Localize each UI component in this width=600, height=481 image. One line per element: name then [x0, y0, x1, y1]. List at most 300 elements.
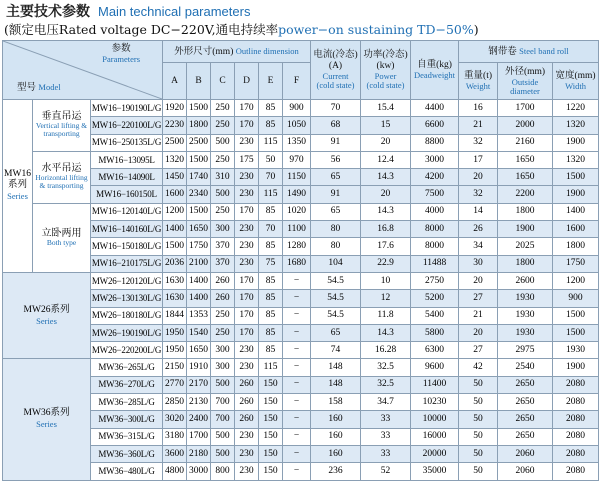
dim-c: C	[211, 63, 235, 100]
value-cell: 104	[311, 255, 361, 272]
value-cell: 310	[211, 169, 235, 186]
value-cell: 20	[459, 272, 498, 289]
value-cell: 1930	[498, 324, 553, 341]
value-cell: 1400	[187, 272, 211, 289]
value-cell: 2060	[498, 463, 553, 480]
header-power	[361, 41, 411, 100]
value-cell: 1320	[163, 151, 187, 168]
value-cell: 20000	[411, 445, 459, 462]
table-row	[3, 221, 599, 238]
model-label-cn: 型号	[17, 83, 37, 93]
model-cell: MW16−13095L	[91, 151, 163, 168]
value-cell: 33	[361, 445, 411, 462]
value-cell: 2080	[553, 376, 599, 393]
table-row	[3, 203, 599, 220]
model-cell: MW26−130130L/G	[91, 290, 163, 307]
table-row	[3, 324, 599, 341]
model-cell: MW26−120120L/G	[91, 272, 163, 289]
value-cell: 370	[211, 238, 235, 255]
header-roll-od	[498, 63, 553, 100]
parameter-table	[2, 40, 599, 481]
value-cell: 1350	[283, 134, 311, 151]
value-cell: 2025	[498, 238, 553, 255]
value-cell: 2750	[411, 272, 459, 289]
table-row	[3, 428, 599, 445]
value-cell: 150	[259, 428, 283, 445]
roll-od-cn: 外径(mm)	[504, 66, 546, 77]
weight-label-cn: 自重(kg)	[417, 60, 452, 70]
table-row	[3, 100, 599, 117]
value-cell: 21	[459, 117, 498, 134]
value-cell: 52	[361, 463, 411, 480]
value-cell: 1900	[553, 186, 599, 203]
value-cell: 1800	[553, 238, 599, 255]
model-cell: MW26−190190L/G	[91, 324, 163, 341]
value-cell: 2080	[553, 411, 599, 428]
value-cell: 230	[235, 238, 259, 255]
group-vertical	[33, 100, 91, 152]
value-cell: 1800	[187, 117, 211, 134]
value-cell: 300	[211, 342, 235, 359]
dim-f: F	[283, 63, 311, 100]
value-cell: 1650	[187, 221, 211, 238]
value-cell: 260	[211, 272, 235, 289]
value-cell: 91	[311, 186, 361, 203]
value-cell: 1500	[187, 151, 211, 168]
value-cell: 230	[235, 221, 259, 238]
value-cell: 1400	[163, 221, 187, 238]
value-cell: 65	[311, 169, 361, 186]
value-cell: 2540	[498, 359, 553, 376]
roll-weight-en: Weight	[465, 81, 491, 91]
model-cell: MW16−210175L/G	[91, 255, 163, 272]
value-cell: 2160	[498, 134, 553, 151]
value-cell: 250	[211, 307, 235, 324]
value-cell: 230	[235, 445, 259, 462]
value-cell: 250	[211, 100, 235, 117]
value-cell: 34	[459, 238, 498, 255]
value-cell: 500	[211, 445, 235, 462]
value-cell: 20	[459, 324, 498, 341]
value-cell: 1630	[163, 290, 187, 307]
value-cell: 65	[311, 203, 361, 220]
value-cell: 230	[235, 169, 259, 186]
value-cell: 250	[211, 151, 235, 168]
value-cell: 1200	[163, 203, 187, 220]
value-cell: 115	[259, 134, 283, 151]
weight-label-en: Deadweight	[413, 70, 456, 80]
value-cell: 3600	[163, 445, 187, 462]
table-row	[3, 359, 599, 376]
series-mw26-cn: MW26系列	[23, 304, 70, 315]
group-both	[33, 203, 91, 272]
value-cell: −	[283, 324, 311, 341]
value-cell: 500	[211, 376, 235, 393]
value-cell: 4800	[163, 463, 187, 480]
value-cell: 148	[311, 376, 361, 393]
group-both-cn: 立卧两用	[41, 227, 82, 239]
dim-a: A	[163, 63, 187, 100]
value-cell: 2150	[163, 359, 187, 376]
value-cell: 33	[361, 411, 411, 428]
value-cell: 3020	[163, 411, 187, 428]
value-cell: 16	[459, 100, 498, 117]
value-cell: 1800	[498, 255, 553, 272]
value-cell: 80	[311, 238, 361, 255]
subtitle-prefix: (额定电压Rated voltage DC−220V,通电持续率	[4, 22, 279, 37]
value-cell: 3000	[411, 151, 459, 168]
value-cell: 85	[259, 290, 283, 307]
model-cell: MW36−300L/G	[91, 411, 163, 428]
value-cell: 85	[259, 100, 283, 117]
group-horizontal-cn: 水平吊运	[41, 163, 82, 175]
power-label-en: Power	[374, 71, 397, 81]
value-cell: 1700	[498, 100, 553, 117]
value-cell: 500	[211, 134, 235, 151]
value-cell: 54.5	[311, 290, 361, 307]
value-cell: 50	[459, 411, 498, 428]
value-cell: 14.3	[361, 169, 411, 186]
value-cell: 158	[311, 394, 361, 411]
value-cell: 2000	[498, 117, 553, 134]
value-cell: 1800	[498, 203, 553, 220]
value-cell: 1750	[187, 238, 211, 255]
value-cell: 1920	[163, 100, 187, 117]
value-cell: 2080	[553, 394, 599, 411]
value-cell: 8000	[411, 238, 459, 255]
value-cell: −	[283, 272, 311, 289]
value-cell: 16000	[411, 428, 459, 445]
model-cell: MW36−270L/G	[91, 376, 163, 393]
dim-label-en: Outline dimension	[235, 45, 299, 56]
model-cell: MW36−315L/G	[91, 428, 163, 445]
power-label-cn: 功率(冷态)	[363, 50, 408, 60]
value-cell: 1400	[187, 290, 211, 307]
value-cell: 160	[311, 428, 361, 445]
value-cell: 148	[311, 359, 361, 376]
series-mw16-name: MW16	[4, 169, 31, 180]
value-cell: 2500	[163, 134, 187, 151]
value-cell: 170	[235, 100, 259, 117]
table-row	[3, 290, 599, 307]
dim-e: E	[259, 63, 283, 100]
value-cell: 260	[235, 376, 259, 393]
table-row	[3, 151, 599, 168]
model-cell: MW36−285L/G	[91, 394, 163, 411]
value-cell: 85	[259, 117, 283, 134]
value-cell: 91	[311, 134, 361, 151]
value-cell: 1500	[187, 203, 211, 220]
value-cell: 3180	[163, 428, 187, 445]
value-cell: 4400	[411, 100, 459, 117]
current-label-en-2: (cold state)	[316, 80, 355, 90]
value-cell: 2130	[187, 394, 211, 411]
value-cell: 1930	[553, 342, 599, 359]
model-cell: MW26−220200L/G	[91, 342, 163, 359]
value-cell: −	[283, 445, 311, 462]
value-cell: 1500	[187, 100, 211, 117]
value-cell: 160	[311, 411, 361, 428]
value-cell: 27	[459, 290, 498, 307]
subtitle-suffix: )	[473, 22, 479, 37]
value-cell: −	[283, 307, 311, 324]
table-row	[3, 342, 599, 359]
value-cell: 21	[459, 307, 498, 324]
value-cell: 54.5	[311, 307, 361, 324]
params-label-cn: 参数	[111, 44, 131, 54]
value-cell: 230	[235, 255, 259, 272]
series-mw36-en: Series	[36, 419, 57, 430]
series-mw26	[3, 272, 91, 358]
value-cell: 900	[553, 290, 599, 307]
value-cell: 170	[235, 272, 259, 289]
value-cell: 65	[311, 324, 361, 341]
value-cell: −	[283, 411, 311, 428]
title-en: Main technical parameters	[98, 4, 251, 19]
value-cell: 4200	[411, 169, 459, 186]
roll-width-cn: 宽度(mm)	[555, 71, 596, 81]
dim-label-cn: 外形尺寸(mm)	[174, 46, 234, 57]
value-cell: 15	[361, 117, 411, 134]
roll-width-en: Width	[565, 81, 586, 91]
value-cell: 260	[235, 411, 259, 428]
params-label-en: Parameters	[102, 54, 141, 64]
model-label-en: Model	[38, 82, 61, 92]
value-cell: 1950	[163, 324, 187, 341]
power-label-en-2: (cold state)	[366, 80, 405, 90]
value-cell: 2060	[498, 445, 553, 462]
value-cell: 1150	[283, 169, 311, 186]
group-vertical-en: Vertical lifting & transporting	[35, 121, 88, 139]
table-row	[3, 463, 599, 480]
value-cell: 10	[361, 272, 411, 289]
value-cell: 1900	[553, 134, 599, 151]
value-cell: 250	[211, 117, 235, 134]
value-cell: 260	[211, 290, 235, 307]
table-row	[3, 134, 599, 151]
header-dimension	[163, 41, 311, 63]
value-cell: 2400	[187, 411, 211, 428]
value-cell: 230	[235, 134, 259, 151]
value-cell: 2770	[163, 376, 187, 393]
dim-b: B	[187, 63, 211, 100]
value-cell: −	[283, 376, 311, 393]
header-roll-weight	[459, 63, 498, 100]
value-cell: 4000	[411, 203, 459, 220]
value-cell: 1930	[498, 307, 553, 324]
header-corner	[3, 41, 163, 100]
value-cell: 175	[235, 151, 259, 168]
value-cell: −	[283, 342, 311, 359]
value-cell: 1320	[553, 151, 599, 168]
value-cell: 2200	[498, 186, 553, 203]
value-cell: 1500	[553, 307, 599, 324]
value-cell: 33	[361, 428, 411, 445]
value-cell: 2080	[553, 463, 599, 480]
power-unit: (kw)	[376, 61, 395, 71]
value-cell: 2600	[498, 272, 553, 289]
value-cell: 32.5	[361, 359, 411, 376]
value-cell: 9600	[411, 359, 459, 376]
value-cell: 1900	[498, 221, 553, 238]
current-label-en: Current	[322, 71, 349, 81]
value-cell: 2340	[187, 186, 211, 203]
params-label	[102, 44, 140, 64]
value-cell: 2180	[187, 445, 211, 462]
model-cell: MW16−120140L/G	[91, 203, 163, 220]
value-cell: −	[283, 463, 311, 480]
value-cell: 26	[459, 221, 498, 238]
value-cell: 75	[259, 255, 283, 272]
value-cell: 115	[259, 186, 283, 203]
value-cell: 20	[361, 186, 411, 203]
table-row	[3, 169, 599, 186]
value-cell: 85	[259, 307, 283, 324]
value-cell: 8000	[411, 221, 459, 238]
series-mw16	[3, 100, 33, 273]
model-cell: MW36−480L/G	[91, 463, 163, 480]
roll-label-cn: 钢带卷	[488, 46, 517, 57]
value-cell: 70	[259, 169, 283, 186]
value-cell: 2650	[498, 411, 553, 428]
value-cell: 230	[235, 463, 259, 480]
value-cell: 1650	[498, 169, 553, 186]
value-cell: 17	[459, 151, 498, 168]
subtitle	[4, 21, 479, 39]
current-label-cn: 电流(冷态)	[313, 50, 358, 60]
value-cell: 1540	[187, 324, 211, 341]
value-cell: 14	[459, 203, 498, 220]
roll-od-en-2: diameter	[510, 85, 540, 96]
series-mw36-cn: MW36系列	[23, 408, 70, 419]
value-cell: 50	[459, 428, 498, 445]
subtitle-en: power−on sustaining TD−50%	[278, 22, 474, 37]
value-cell: 2650	[498, 428, 553, 445]
value-cell: 32.5	[361, 376, 411, 393]
value-cell: 32	[459, 186, 498, 203]
value-cell: 10000	[411, 411, 459, 428]
value-cell: 370	[211, 255, 235, 272]
value-cell: 15.4	[361, 100, 411, 117]
value-cell: 1950	[163, 342, 187, 359]
value-cell: 42	[459, 359, 498, 376]
value-cell: 14.3	[361, 324, 411, 341]
value-cell: 2170	[187, 376, 211, 393]
value-cell: 2080	[553, 428, 599, 445]
table-row	[3, 255, 599, 272]
value-cell: 236	[311, 463, 361, 480]
table-row	[3, 394, 599, 411]
model-cell: MW16−150180L/G	[91, 238, 163, 255]
value-cell: 20	[459, 169, 498, 186]
value-cell: 1500	[553, 169, 599, 186]
value-cell: 30	[459, 255, 498, 272]
value-cell: 1700	[187, 428, 211, 445]
value-cell: 2650	[498, 376, 553, 393]
title-cn: 主要技术参数	[6, 4, 90, 20]
value-cell: 35000	[411, 463, 459, 480]
header-current	[311, 41, 361, 100]
value-cell: 2100	[187, 255, 211, 272]
value-cell: 20	[361, 134, 411, 151]
value-cell: 12	[361, 290, 411, 307]
value-cell: 2650	[498, 394, 553, 411]
value-cell: 6300	[411, 342, 459, 359]
header-weight	[411, 41, 459, 100]
value-cell: 68	[311, 117, 361, 134]
value-cell: 150	[259, 411, 283, 428]
value-cell: 1600	[553, 221, 599, 238]
value-cell: 1220	[553, 100, 599, 117]
value-cell: 1200	[553, 272, 599, 289]
value-cell: 54.5	[311, 272, 361, 289]
value-cell: −	[283, 290, 311, 307]
value-cell: 50	[459, 376, 498, 393]
value-cell: 6600	[411, 117, 459, 134]
value-cell: 85	[259, 272, 283, 289]
value-cell: 1750	[553, 255, 599, 272]
value-cell: 300	[211, 359, 235, 376]
table-row	[3, 307, 599, 324]
value-cell: 1280	[283, 238, 311, 255]
model-cell: MW16−220100L/G	[91, 117, 163, 134]
value-cell: 160	[311, 445, 361, 462]
value-cell: 500	[211, 186, 235, 203]
value-cell: 1630	[163, 272, 187, 289]
value-cell: 2230	[163, 117, 187, 134]
value-cell: 700	[211, 394, 235, 411]
value-cell: 1600	[163, 186, 187, 203]
value-cell: 970	[283, 151, 311, 168]
value-cell: 150	[259, 376, 283, 393]
value-cell: −	[283, 394, 311, 411]
series-mw16-en: Series	[7, 191, 28, 202]
value-cell: 70	[311, 100, 361, 117]
value-cell: 1500	[553, 324, 599, 341]
value-cell: 150	[259, 445, 283, 462]
value-cell: 700	[211, 411, 235, 428]
model-cell: MW16−160150L	[91, 186, 163, 203]
current-unit: (A)	[328, 61, 343, 71]
value-cell: 2850	[163, 394, 187, 411]
value-cell: 2036	[163, 255, 187, 272]
value-cell: 2500	[187, 134, 211, 151]
table-row	[3, 445, 599, 462]
value-cell: 230	[235, 359, 259, 376]
model-label	[17, 83, 61, 94]
value-cell: 1320	[553, 117, 599, 134]
value-cell: 3000	[187, 463, 211, 480]
series-mw36	[3, 359, 91, 480]
value-cell: 150	[259, 463, 283, 480]
value-cell: 11.8	[361, 307, 411, 324]
value-cell: 230	[235, 342, 259, 359]
value-cell: 230	[235, 186, 259, 203]
value-cell: 170	[235, 117, 259, 134]
roll-label-en: Steel band roll	[519, 45, 569, 56]
roll-weight-cn: 重量(t)	[464, 71, 492, 81]
value-cell: 170	[235, 307, 259, 324]
table-row	[3, 411, 599, 428]
page-title	[6, 2, 250, 22]
value-cell: 1490	[283, 186, 311, 203]
value-cell: 32	[459, 134, 498, 151]
value-cell: 1400	[553, 203, 599, 220]
value-cell: 11488	[411, 255, 459, 272]
table-row	[3, 117, 599, 134]
value-cell: 170	[235, 290, 259, 307]
table-row	[3, 272, 599, 289]
